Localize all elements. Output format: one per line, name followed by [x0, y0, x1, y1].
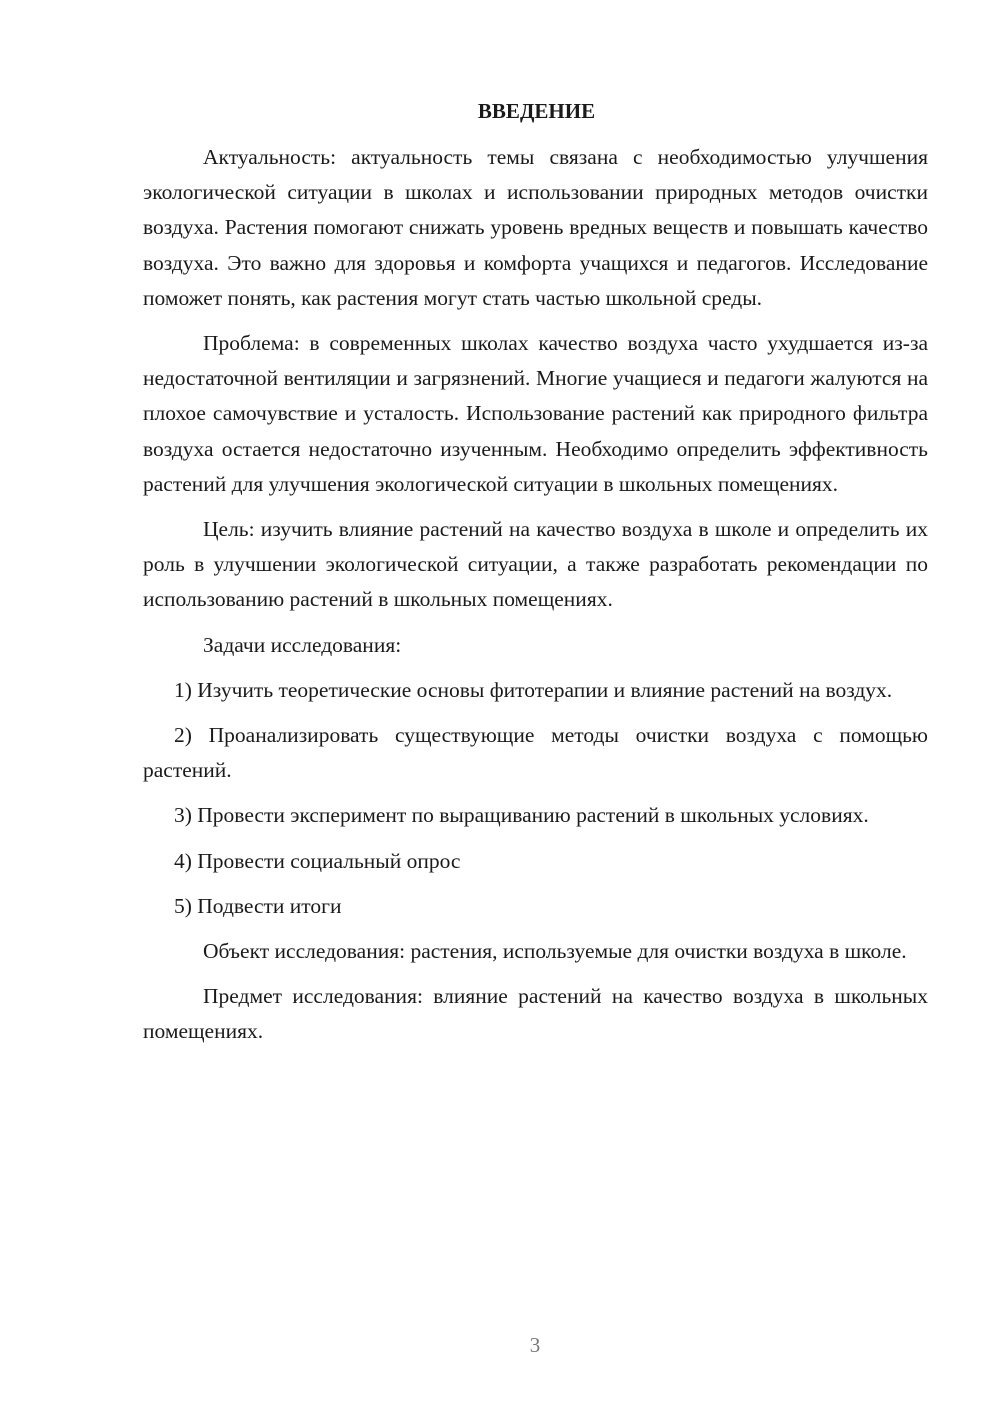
problem-paragraph: Проблема: в современных школах качество воздуха часто ухудшается из-за недостаточной вентиляции и загрязнений. Многие учащиеся и педагоги жалуются на плохое самочувствие и усталость. Использование растений как природного фильтра воздуха остается недостаточно изученным. Необходимо определить эффективность растений для улучшения экологической ситуации в школьных помещениях. [143, 331, 928, 496]
object-paragraph: Объект исследования: растения, используемые для очистки воздуха в школе. [203, 939, 907, 964]
page-title: ВВЕДЕНИЕ [477, 99, 596, 123]
relevance-paragraph: Актуальность: актуальность темы связана с необходимостью улучшения экологической ситуации в школах и использовании природных методов очистки воздуха. Растения помогают снижать уровень вредных веществ и повышать качество воздуха. Это важно для здоровья и комфорта учащихся и педагогов. Исследование поможет понять, как растения могут стать частью школьной среды. [143, 145, 928, 310]
task-item-4: 4) Провести социальный опрос [174, 848, 461, 873]
task-item-5: 5) Подвести итоги [174, 893, 342, 918]
task-item-2: 2) Проанализировать существующие методы очистки воздуха с помощью растений. [143, 723, 928, 783]
task-item-3: 3) Провести эксперимент по выращиванию растений в школьных условиях. [174, 803, 869, 828]
document-page [143, 96, 928, 1060]
tasks-heading: Задачи исследования: [203, 632, 402, 657]
subject-paragraph: Предмет исследования: влияние растений на качество воздуха в школьных помещениях. [143, 984, 928, 1044]
task-item-1: 1) Изучить теоретические основы фитотерапии и влияние растений на воздух. [174, 677, 893, 702]
page-number: 3 [529, 1333, 541, 1357]
goal-paragraph: Цель: изучить влияние растений на качество воздуха в школе и определить их роль в улучшении экологической ситуации, а также разработать рекомендации по использованию растений в школьных помещениях. [143, 517, 928, 612]
